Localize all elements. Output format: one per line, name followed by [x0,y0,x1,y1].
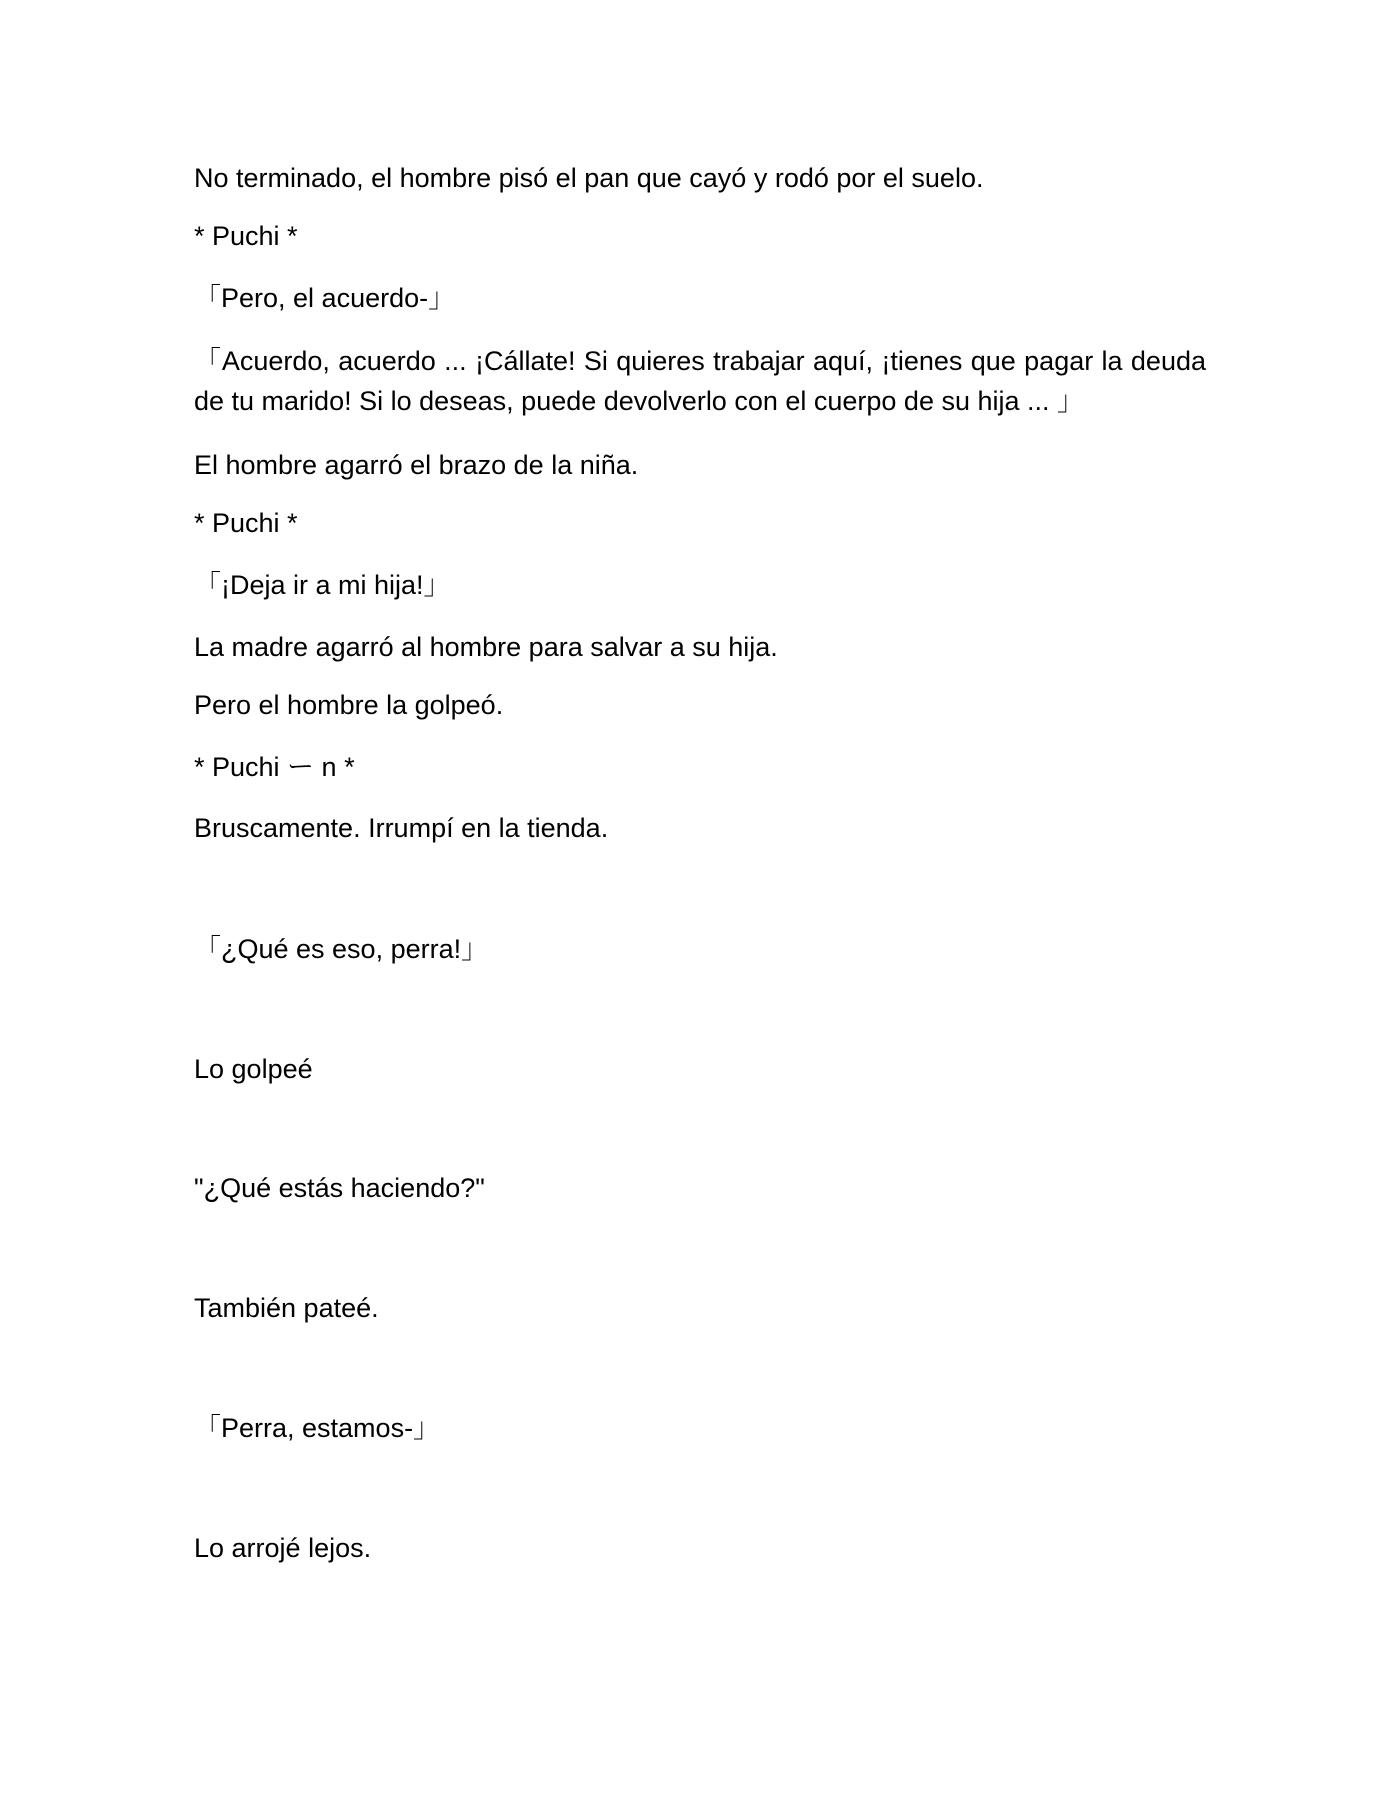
paragraph-6: * Puchi * [194,508,298,538]
paragraph-16: 「Perra, estamos-」 [194,1413,441,1443]
paragraph-17: Lo arrojé lejos. [194,1533,372,1563]
paragraph-9: Pero el hombre la golpeó. [194,690,504,720]
paragraph-2: * Puchi * [194,221,298,251]
paragraph-15: También pateé. [194,1293,379,1323]
paragraph-3: 「Pero, el acuerdo-」 [194,283,456,313]
paragraph-14: "¿Qué estás haciendo?" [194,1173,485,1203]
paragraph-12: 「¿Qué es eso, perra!」 [194,934,489,964]
paragraph-5: El hombre agarró el brazo de la niña. [194,450,639,480]
paragraph-13: Lo golpeé [194,1054,313,1084]
paragraph-4: 「Acuerdo, acuerdo ... ¡Cállate! Si quieres trabajar aquí, ¡tienes que pagar la deuda de tu marido! Si lo deseas, puede devolverlo con el cuerpo de su hija ... 」 [194,346,1206,416]
paragraph-7: 「¡Deja ir a mi hija!」 [194,570,451,600]
paragraph-11: Bruscamente. Irrumpí en la tienda. [194,813,609,843]
paragraph-8: La madre agarró al hombre para salvar a su hija. [194,632,778,662]
paragraph-10: * Puchi ー n * [194,752,355,782]
paragraph-1: No terminado, el hombre pisó el pan que cayó y rodó por el suelo. [194,163,984,193]
